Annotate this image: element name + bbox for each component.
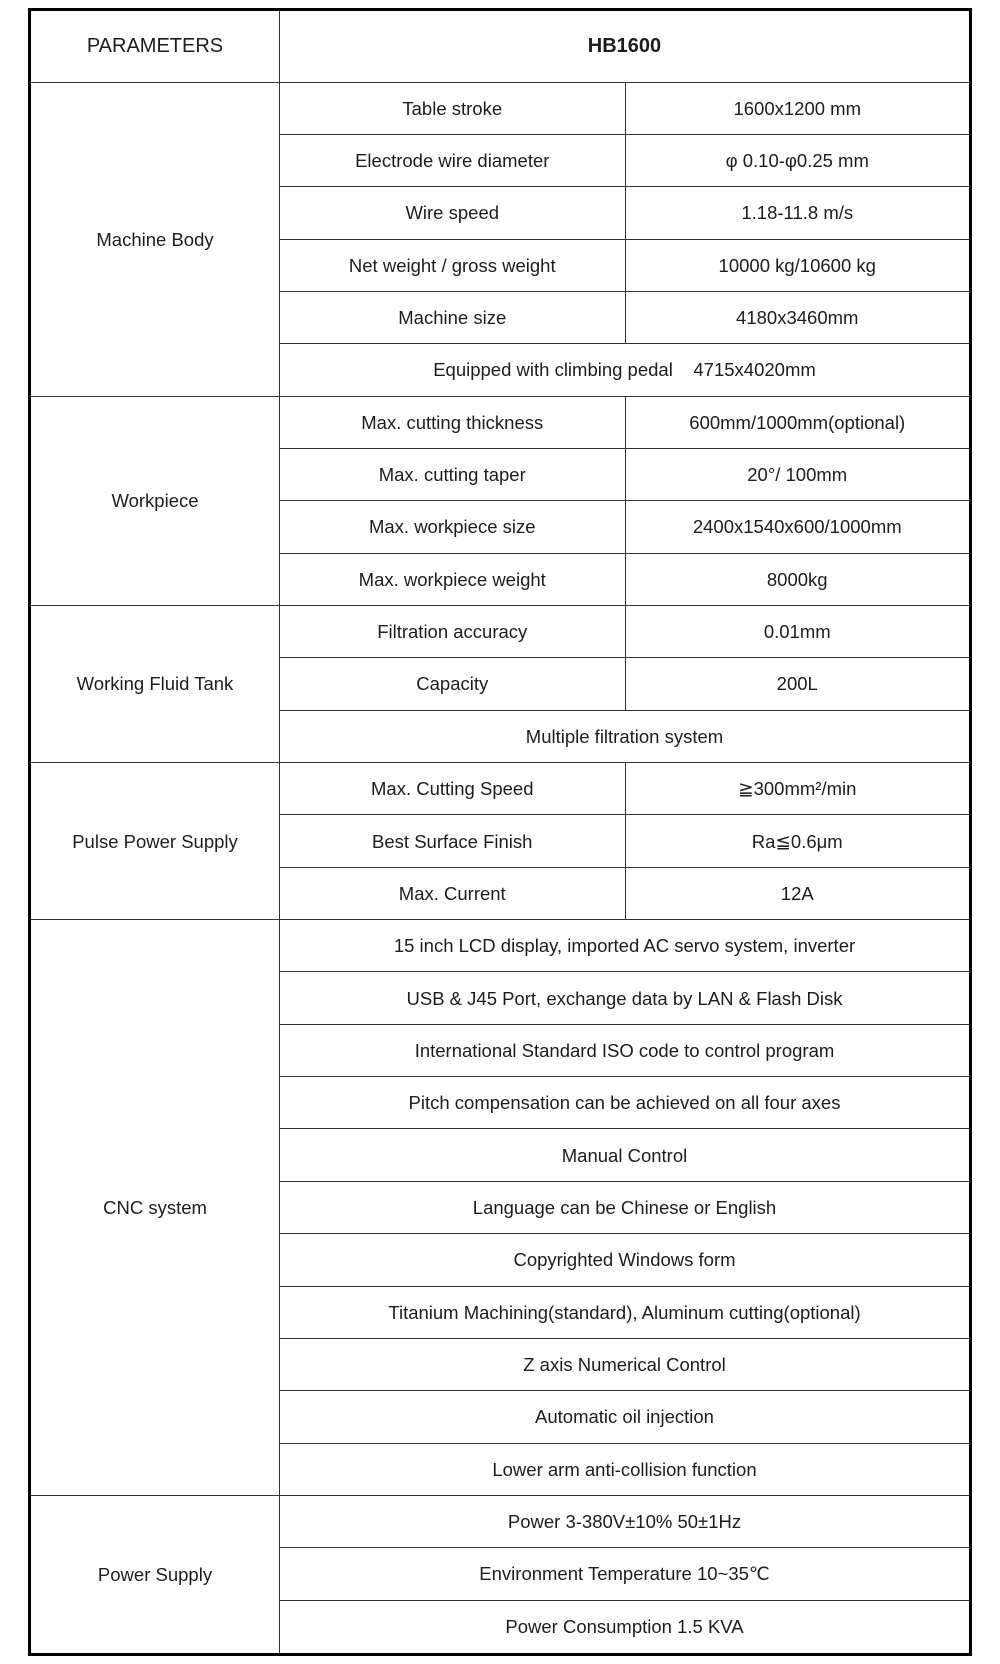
spec-label-cell: Max. workpiece weight bbox=[280, 553, 626, 605]
header-parameters-cell: PARAMETERS bbox=[30, 10, 280, 83]
spec-label-cell: Wire speed bbox=[280, 187, 626, 239]
spec-label-cell: Max. Current bbox=[280, 867, 626, 919]
spec-label-cell: Best Surface Finish bbox=[280, 815, 626, 867]
spec-note-cell: Multiple filtration system bbox=[280, 710, 971, 762]
spec-value-cell: 1.18-11.8 m/s bbox=[625, 187, 971, 239]
spec-note-cell: Automatic oil injection bbox=[280, 1391, 971, 1443]
spec-value-cell: 10000 kg/10600 kg bbox=[625, 239, 971, 291]
table-header-row bbox=[30, 10, 971, 83]
spec-label-cell: Table stroke bbox=[280, 82, 626, 134]
spec-value-cell: 8000kg bbox=[625, 553, 971, 605]
group-label-cell: Workpiece bbox=[30, 396, 280, 605]
spec-note-cell: USB & J45 Port, exchange data by LAN & Flash Disk bbox=[280, 972, 971, 1024]
spec-note-cell: International Standard ISO code to control program bbox=[280, 1024, 971, 1076]
spec-label-cell: Filtration accuracy bbox=[280, 606, 626, 658]
spec-value-cell: 600mm/1000mm(optional) bbox=[625, 396, 971, 448]
spec-value-cell: 200L bbox=[625, 658, 971, 710]
spec-note-cell: Z axis Numerical Control bbox=[280, 1338, 971, 1390]
spec-value-cell: 20°/ 100mm bbox=[625, 449, 971, 501]
spec-value-cell: 2400x1540x600/1000mm bbox=[625, 501, 971, 553]
spec-note-cell: Power 3-380V±10% 50±1Hz bbox=[280, 1495, 971, 1547]
spec-value-cell: 12A bbox=[625, 867, 971, 919]
spec-note-cell: Copyrighted Windows form bbox=[280, 1234, 971, 1286]
group-label-cell: Machine Body bbox=[30, 82, 280, 396]
table-row bbox=[30, 1495, 971, 1547]
table-row bbox=[30, 82, 971, 134]
table-row bbox=[30, 763, 971, 815]
spec-label-cell: Electrode wire diameter bbox=[280, 134, 626, 186]
spec-note-cell: Language can be Chinese or English bbox=[280, 1181, 971, 1233]
group-label-cell: CNC system bbox=[30, 920, 280, 1496]
spec-value-cell: Ra≦0.6μm bbox=[625, 815, 971, 867]
spec-note-cell: 15 inch LCD display, imported AC servo system, inverter bbox=[280, 920, 971, 972]
spec-note-cell: Lower arm anti-collision function bbox=[280, 1443, 971, 1495]
spec-value-cell: ≧300mm²/min bbox=[625, 763, 971, 815]
spec-note-cell: Manual Control bbox=[280, 1129, 971, 1181]
spec-label-cell: Max. cutting taper bbox=[280, 449, 626, 501]
table-row bbox=[30, 396, 971, 448]
group-label-cell: Pulse Power Supply bbox=[30, 763, 280, 920]
spec-label-cell: Max. Cutting Speed bbox=[280, 763, 626, 815]
spec-value-cell: φ 0.10-φ0.25 mm bbox=[625, 134, 971, 186]
spec-label-cell: Max. cutting thickness bbox=[280, 396, 626, 448]
table-row bbox=[30, 606, 971, 658]
spec-label-cell: Machine size bbox=[280, 291, 626, 343]
table-row bbox=[30, 920, 971, 972]
spec-label-cell: Net weight / gross weight bbox=[280, 239, 626, 291]
group-label-cell: Working Fluid Tank bbox=[30, 606, 280, 763]
spec-note-cell: Pitch compensation can be achieved on all four axes bbox=[280, 1077, 971, 1129]
header-model-cell: HB1600 bbox=[280, 10, 971, 83]
spec-note-cell: Power Consumption 1.5 KVA bbox=[280, 1600, 971, 1654]
spec-note-cell: Titanium Machining(standard), Aluminum cutting(optional) bbox=[280, 1286, 971, 1338]
spec-note-cell: Environment Temperature 10~35℃ bbox=[280, 1548, 971, 1600]
spec-value-cell: 4180x3460mm bbox=[625, 291, 971, 343]
spec-label-cell: Max. workpiece size bbox=[280, 501, 626, 553]
spec-value-cell: 1600x1200 mm bbox=[625, 82, 971, 134]
specifications-table bbox=[28, 8, 972, 1656]
group-label-cell: Power Supply bbox=[30, 1495, 280, 1654]
spec-note-cell: Equipped with climbing pedal 4715x4020mm bbox=[280, 344, 971, 396]
spec-value-cell: 0.01mm bbox=[625, 606, 971, 658]
spec-label-cell: Capacity bbox=[280, 658, 626, 710]
